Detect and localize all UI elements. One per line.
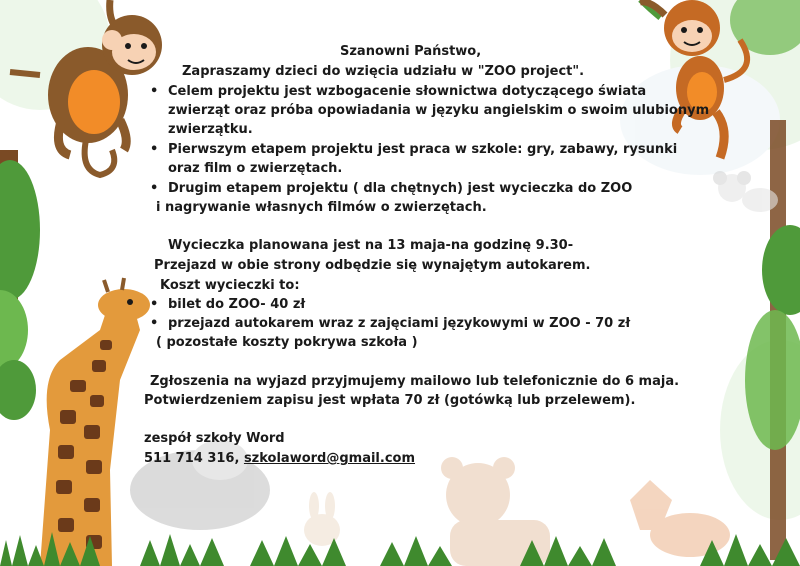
bullet-bus: • bbox=[150, 316, 159, 331]
goal-line-3: zwierzątku. bbox=[168, 122, 253, 137]
bullet-stage1: • bbox=[150, 142, 159, 157]
cost-bus: przejazd autokarem wraz z zajęciami językowymi w ZOO - 70 zł bbox=[168, 316, 631, 331]
bullet-goal: • bbox=[150, 84, 159, 99]
confirm: Potwierdzeniem zapisu jest wpłata 70 zł (gotówką lub przelewem). bbox=[144, 393, 636, 408]
cost-header: Koszt wycieczki to: bbox=[160, 278, 300, 293]
bullet-stage2: • bbox=[150, 181, 159, 196]
stage1-line-2: oraz film o zwierzętach. bbox=[168, 161, 343, 176]
signature: zespół szkoły Word bbox=[144, 431, 285, 446]
goal-line-2: zwierząt oraz próba opowiadania w języku angielskim o swoim ulubionym bbox=[168, 103, 710, 118]
goal-line-1: Celem projektu jest wzbogacenie słownictwa dotyczącego świata bbox=[168, 84, 647, 99]
stage1-line-1: Pierwszym etapem projektu jest praca w szkole: gry, zabawy, rysunki bbox=[168, 142, 678, 157]
stage2-line-2: i nagrywanie własnych filmów o zwierzętach. bbox=[156, 200, 487, 215]
greeting: Szanowni Państwo, bbox=[340, 44, 482, 59]
bullet-ticket: • bbox=[150, 297, 159, 312]
cost-ticket: bilet do ZOO- 40 zł bbox=[168, 297, 306, 312]
signup: Zgłoszenia na wyjazd przyjmujemy mailowo lub telefonicznie do 6 maja. bbox=[150, 374, 680, 389]
trip-date: Wycieczka planowana jest na 13 maja-na godzinę 9.30- bbox=[168, 238, 574, 253]
cost-note: ( pozostałe koszty pokrywa szkoła ) bbox=[156, 335, 418, 350]
phone-number: 511 714 316, bbox=[144, 451, 240, 466]
contact-line bbox=[144, 451, 415, 467]
transport: Przejazd w obie strony odbędzie się wynajętym autokarem. bbox=[154, 258, 591, 273]
intro-line: Zapraszamy dzieci do wzięcia udziału w "ZOO project". bbox=[182, 64, 585, 79]
email-link[interactable]: szkolaword@gmail.com bbox=[243, 451, 416, 466]
stage2-line-1: Drugim etapem projektu ( dla chętnych) jest wycieczka do ZOO bbox=[168, 181, 633, 196]
